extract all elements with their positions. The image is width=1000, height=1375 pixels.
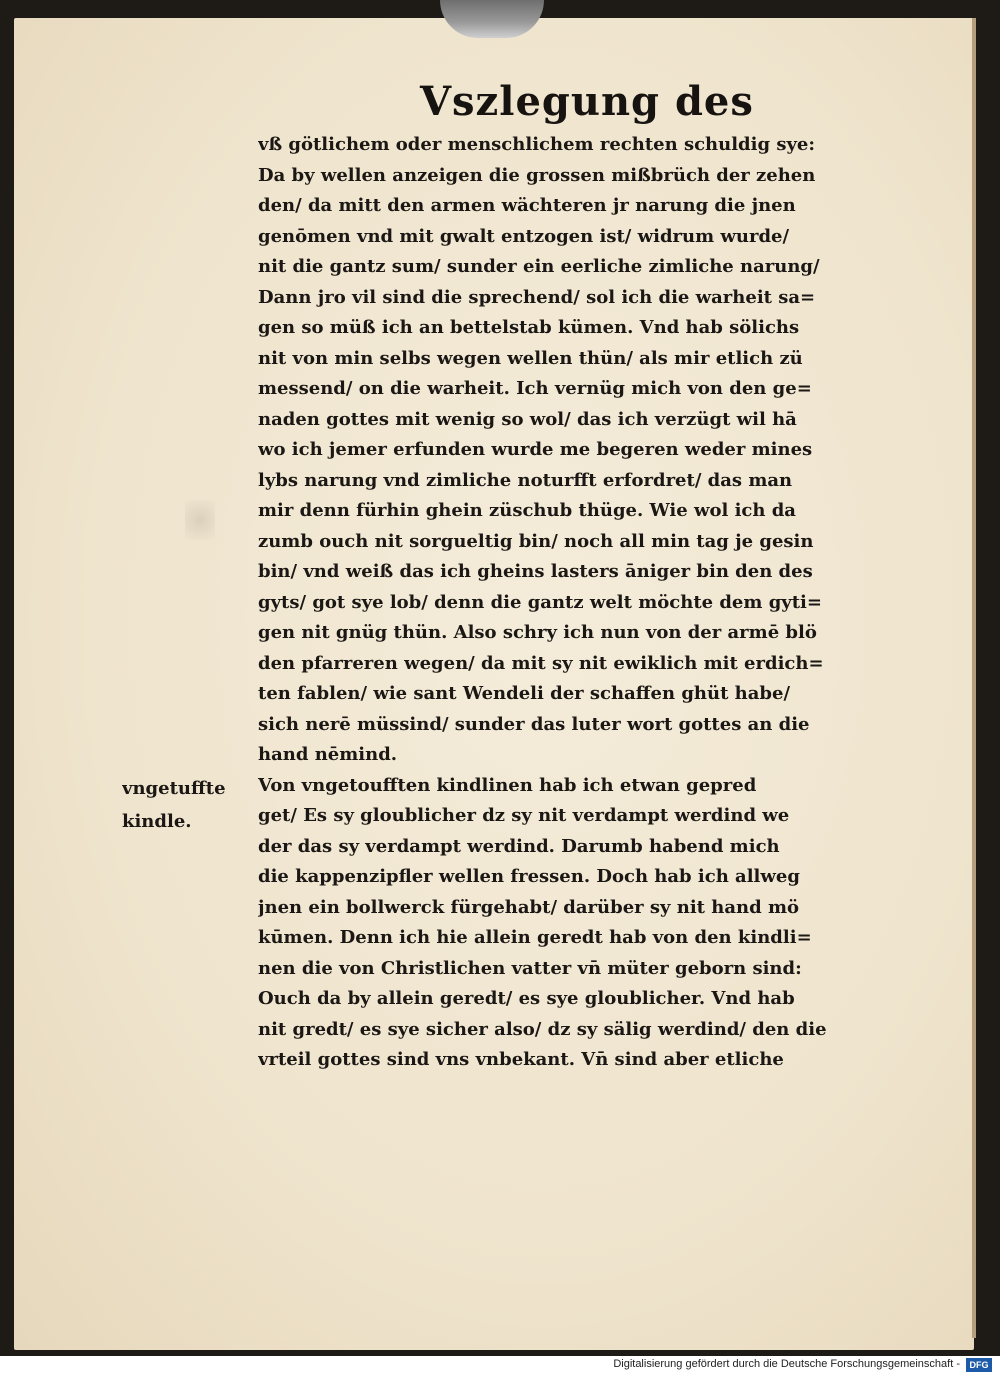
margin-note-line: kindle. [122,811,192,832]
text-line: lybs narung vnd zimliche noturfft erfordret/ das man [258,469,793,491]
text-line: messend/ on die warheit. Ich vernüg mich von den ge= [258,378,812,399]
dfg-logo-icon: DFG [966,1358,992,1372]
text-line: bin/ vnd weiß das ich gheins lasters āniger bin den des [258,561,813,582]
text-line: vrteil gottes sind vns vnbekant. Vn̄ sind aber etliche [258,1049,784,1070]
text-line: Da by wellen anzeigen die grossen mißbrüch der zehen [258,164,816,186]
text-line: der das sy verdampt werdind. Darumb habend mich [258,835,780,857]
text-line: sich nerē müssind/ sunder das luter wort gottes an die [258,713,810,735]
text-line: nit von min selbs wegen wellen thün/ als mir etlich zü [258,347,803,369]
text-line: naden gottes mit wenig so wol/ das ich verzügt wil hā [258,408,797,430]
text-line: nit gredt/ es sye sicher also/ dz sy sälig werdind/ den die [258,1018,827,1040]
text-line: Von vngetoufften kindlinen hab ich etwan gepred [258,774,757,796]
text-line: den/ da mitt den armen wächteren jr narung die jnen [258,195,796,216]
ink-smudge [185,500,215,540]
text-line: nit die gantz sum/ sunder ein eerliche zimliche narung/ [258,256,820,277]
text-line: gen so müß ich an bettelstab kümen. Vnd hab sölichs [258,317,800,338]
text-line: genōmen vnd mit gwalt entzogen ist/ widrum wurde/ [258,225,790,247]
text-line: zumb ouch nit sorgueltig bin/ noch all min tag je gesin [258,530,814,552]
text-line: gyts/ got sye lob/ denn die gantz welt möchte dem gyti= [258,591,822,613]
text-line: hand nēmind. [258,744,398,765]
page-edge [972,18,976,1338]
text-line: die kappenzipfler wellen fressen. Doch hab ich allweg [258,866,800,887]
text-line: jnen ein bollwerck fürgehabt/ darüber sy nit hand mö [258,896,800,918]
text-line: den pfarreren wegen/ da mit sy nit ewiklich mit erdich= [258,652,824,674]
text-line: gen nit gnüg thün. Also schry ich nun von der armē blö [258,622,817,643]
body-text [258,130,918,1076]
footer-bar [0,1356,1000,1375]
text-line: Ouch da by allein geredt/ es sye gloublicher. Vnd hab [258,988,795,1009]
text-line: get/ Es sy gloublicher dz sy nit verdampt werdind we [258,805,790,826]
footer-credit: Digitalisierung gefördert durch die Deutsche Forschungsgemeinschaft - [613,1358,960,1370]
margin-note [122,772,262,838]
text-line: Dann jro vil sind die sprechend/ sol ich die warheit sa= [258,286,816,308]
text-line: vß götlichem oder menschlichem rechten schuldig sye: [258,134,816,155]
margin-note-line: vngetuffte [122,778,226,799]
text-line: mir denn fürhin ghein züschub thüge. Wie wol ich da [258,500,796,521]
running-head: Vszlegung des [420,78,754,125]
text-line: kūmen. Denn ich hie allein geredt hab von den kindli= [258,927,812,948]
text-line: nen die von Christlichen vatter vn̄ müter geborn sind: [258,957,802,979]
text-line: ten fablen/ wie sant Wendeli der schaffen ghüt habe/ [258,683,791,704]
text-line: wo ich jemer erfunden wurde me begeren weder mines [258,439,813,460]
